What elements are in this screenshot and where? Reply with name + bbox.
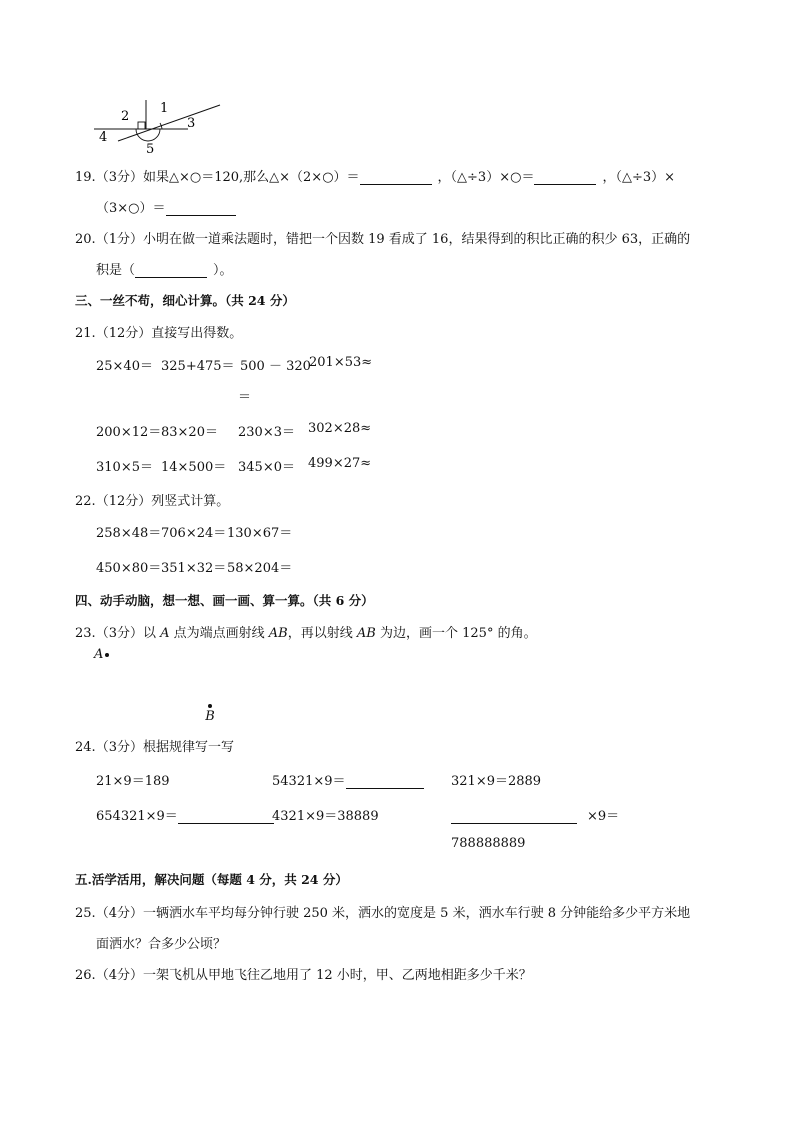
pattern-item: 788888889 [451, 836, 526, 851]
question-26 [75, 964, 532, 983]
question-25 [75, 902, 690, 921]
pattern-item [451, 805, 619, 824]
question-number: 19. [75, 170, 96, 185]
answer-blank[interactable] [166, 201, 236, 216]
figure-label-3: 3 [187, 116, 196, 131]
answer-blank[interactable] [451, 809, 577, 824]
question-text: 为边，画一个 125° 的角。 [380, 626, 537, 641]
question-text: （3分）以 [95, 626, 156, 641]
answer-blank[interactable] [346, 774, 424, 789]
question-21 [75, 322, 242, 341]
question-text: （4分）一架飞机从甲地飞往乙地用了 12 小时，甲、乙两地相距多少千米？ [95, 968, 532, 983]
calc-item: 302×28≈ [308, 421, 372, 436]
calc-item: 500 － 320 [240, 359, 311, 374]
pattern-text: 54321×9＝ [272, 774, 346, 789]
answer-blank[interactable] [135, 263, 207, 278]
question-number: 20. [75, 232, 96, 247]
question-number: 26. [75, 968, 96, 983]
question-number: 21. [75, 326, 96, 341]
calc-item: 499×27≈ [308, 456, 372, 471]
pattern-item [96, 805, 274, 824]
figure-label-1: 1 [160, 101, 169, 116]
calc-item: 450×80＝ [96, 561, 162, 576]
section-4-heading: 四、动手动脑，想一想、画一画、算一算。（共 6 分） [75, 593, 374, 608]
section-3-heading: 三、一丝不苟，细心计算。（共 24 分） [75, 293, 295, 308]
calc-item: 325+475＝ [161, 359, 235, 374]
ray-label: AB [356, 626, 376, 641]
question-number: 25. [75, 906, 96, 921]
question-text: ，（△÷3）×○＝ [437, 170, 535, 185]
point-b-dot [208, 704, 212, 708]
answer-blank[interactable] [178, 809, 274, 824]
pattern-text: ×9＝ [587, 809, 620, 824]
point-b [205, 704, 215, 724]
pattern-item: 21×9＝189 [96, 774, 170, 789]
calc-item: 258×48＝ [96, 526, 162, 541]
pattern-item: 4321×9＝38889 [272, 809, 379, 824]
point-label: A [160, 626, 170, 641]
question-22 [75, 490, 229, 509]
calc-item: 230×3＝ [238, 425, 295, 440]
question-text: ，再以射线 [287, 626, 353, 641]
question-number: 24. [75, 740, 96, 755]
figure-label-2: 2 [121, 109, 130, 124]
answer-blank[interactable] [360, 170, 432, 185]
question-text: ）。 [213, 263, 233, 278]
calc-item: 345×0＝ [238, 460, 295, 475]
point-a-label: A [94, 647, 104, 662]
calc-item: 25×40＝ [96, 359, 153, 374]
question-text: （4分）一辆洒水车平均每分钟行驶 250 米，洒水的宽度是 5 米，洒水车行驶 8 分钟能给多少平方米地 [95, 906, 691, 921]
section-5-heading: 五.活学活用，解决问题（每题 4 分，共 24 分） [75, 872, 348, 887]
question-text: （1分）小明在做一道乘法题时，错把一个因数 19 看成了 16，结果得到的积比正确的积少 63，正确的 [95, 232, 691, 247]
question-23 [75, 622, 537, 641]
figure-label-5: 5 [146, 142, 155, 156]
question-text: （3分）如果△×○＝120,那么△×（2×○）＝ [95, 170, 360, 185]
answer-blank[interactable] [534, 170, 596, 185]
question-24 [75, 736, 234, 755]
pattern-item: 321×9＝2889 [451, 774, 542, 789]
angle-figure [88, 96, 228, 156]
question-number: 22. [75, 494, 96, 509]
question-text: （3分）根据规律写一写 [95, 740, 234, 755]
question-number: 23. [75, 626, 96, 641]
point-b-label: B [205, 709, 215, 724]
calc-item: 58×204＝ [227, 561, 293, 576]
question-text: 积是（ [96, 263, 136, 278]
question-text: （3×○）＝ [96, 201, 166, 216]
figure-label-4: 4 [99, 130, 108, 145]
question-19 [75, 166, 675, 185]
pattern-text: 654321×9＝ [96, 809, 178, 824]
calc-item: 201×53≈ [309, 355, 373, 370]
ray-label: AB [268, 626, 288, 641]
calc-item: 83×20＝ [161, 425, 218, 440]
question-20-line2 [96, 259, 233, 278]
calc-item: 706×24＝ [161, 526, 227, 541]
calc-item: ＝ [238, 390, 252, 405]
question-text: （12分）直接写出得数。 [95, 326, 243, 341]
pattern-item [272, 770, 424, 789]
calc-item: 14×500＝ [161, 460, 227, 475]
question-text: （12分）列竖式计算。 [95, 494, 230, 509]
question-text: ，（△÷3）× [602, 170, 676, 185]
question-text: 点为端点画射线 [173, 626, 265, 641]
calc-item: 130×67＝ [227, 526, 293, 541]
calc-item: 310×5＝ [96, 460, 153, 475]
calc-item: 200×12＝ [96, 425, 162, 440]
question-19-line2 [96, 197, 236, 216]
calc-item: 351×32＝ [161, 561, 227, 576]
question-25-line2: 面洒水？合多少公顷？ [96, 937, 227, 952]
point-a [94, 647, 109, 662]
question-20 [75, 228, 690, 247]
point-a-dot [105, 653, 109, 657]
